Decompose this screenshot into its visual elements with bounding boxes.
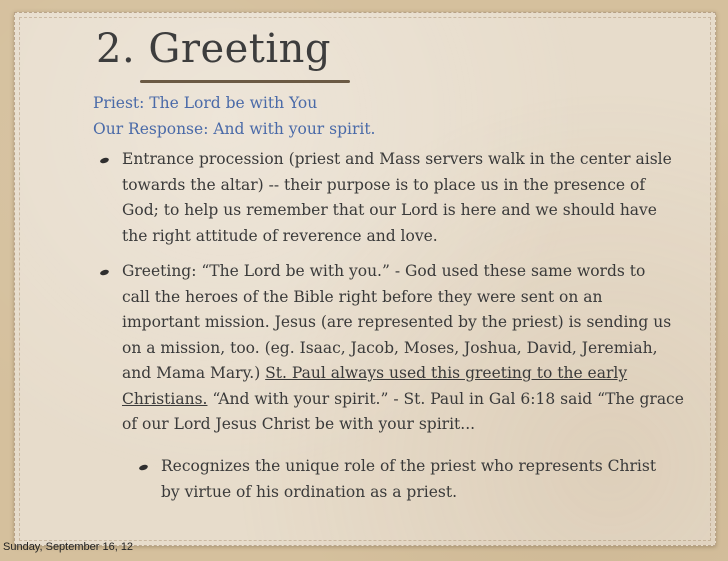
bullet-1-line: God; to help us remember that our Lord is here and we should have [122,201,657,219]
bullet-2-text [122,259,702,438]
bullet-2-line: call the heroes of the Bible right before they were sent on an [122,287,603,306]
bullet-2-line: Greeting: “The Lord be with you.” - God used these same words to [122,262,646,280]
bullet-1-line: the right attitude of reverence and love. [122,226,438,245]
text-segment: and Mama Mary.) [122,364,266,382]
bullet-2-line [122,387,702,413]
footer-date: Sunday, September 16, 12 [3,541,134,553]
bullet-2-line: important mission. Jesus (are represented by the priest) is sending us [122,313,672,331]
bullet-1-line: Entrance procession (priest and Mass servers walk in the center aisle [122,150,672,168]
response-line: Our Response: And with your spirit. [93,120,376,138]
text-segment: “And with your spirit.” - St. Paul in Gal 6:18 said “The grace [207,389,684,408]
sub-bullet-line: Recognizes the unique role of the priest who represents Christ [161,457,657,475]
sub-bullet-text [161,454,701,505]
slide-title: 2. Greeting [96,26,332,72]
bullet-2-line [122,361,702,387]
priest-line: Priest: The Lord be with You [93,94,318,112]
bullet-2-line: on a mission, too. (eg. Isaac, Jacob, Moses, Joshua, David, Jeremiah, [122,338,658,357]
underlined-text: St. Paul always used this greeting to the early [265,364,628,382]
underlined-text: Christians. [122,389,208,408]
bullet-2-line: of our Lord Jesus Christ be with your spirit... [122,415,476,433]
title-underline [140,80,350,83]
sub-bullet-line: by virtue of his ordination as a priest. [161,482,457,501]
bullet-1-line: towards the altar) -- their purpose is to place us in the presence of [122,175,646,194]
bullet-1-text [122,147,702,249]
